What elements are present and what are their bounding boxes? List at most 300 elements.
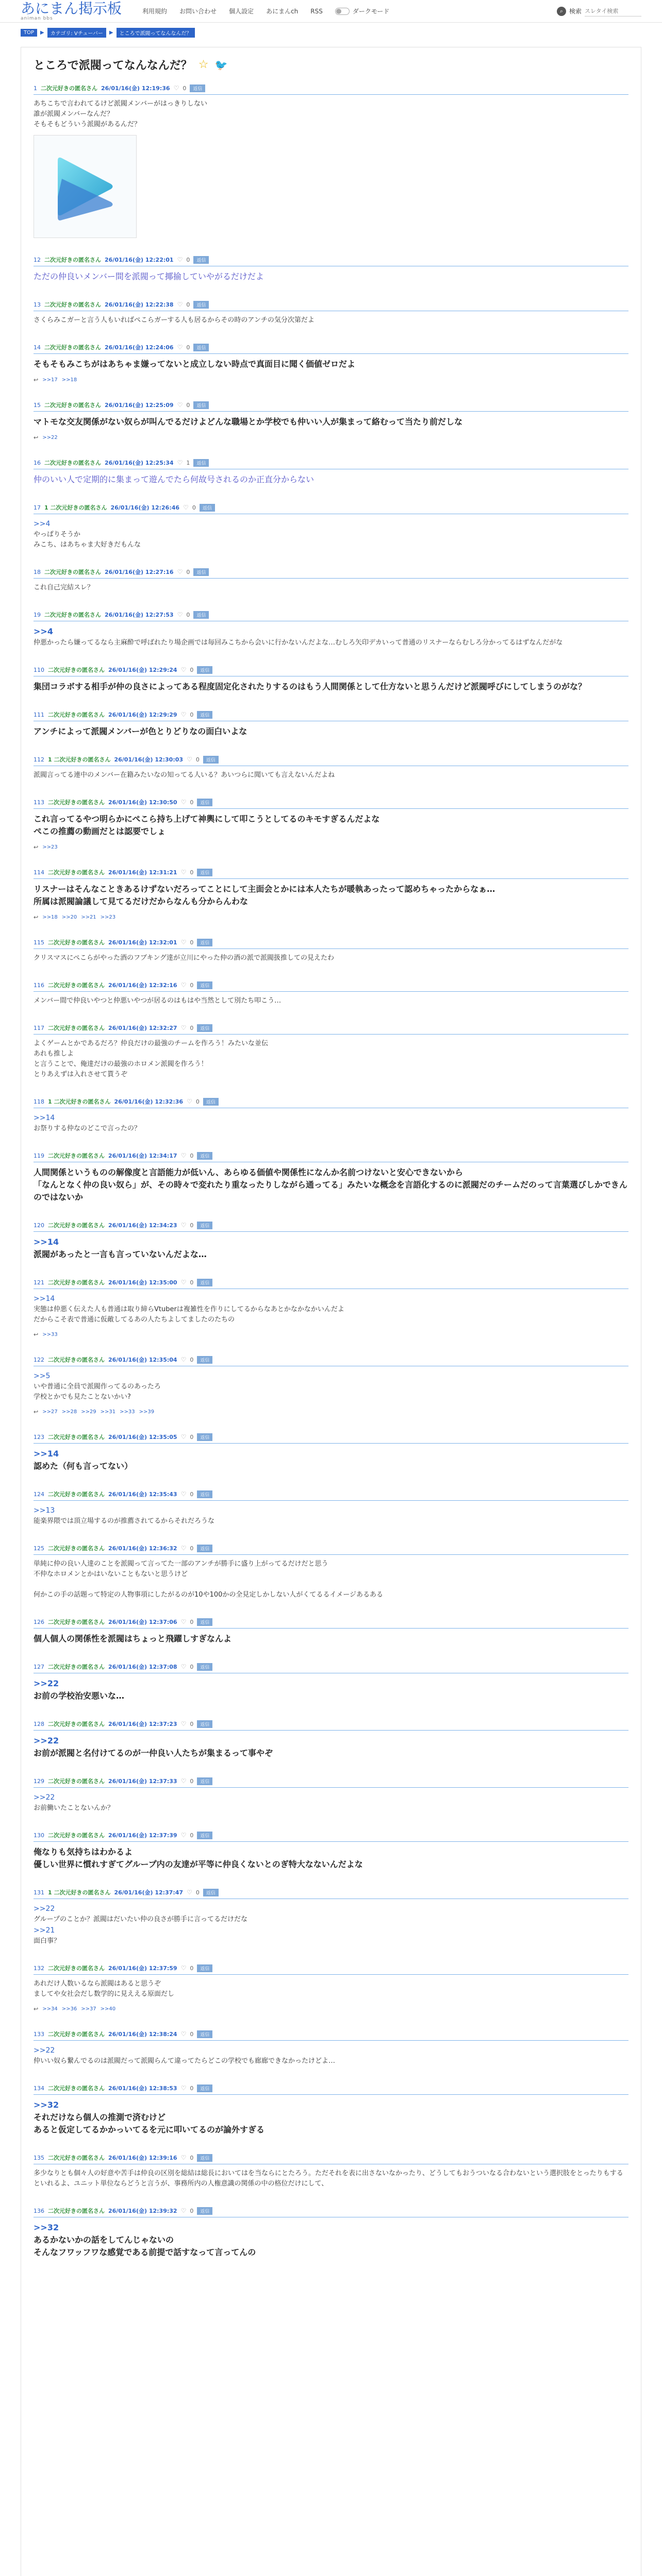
reply-link[interactable]: >>17 — [42, 377, 58, 383]
post-item — [34, 1964, 628, 2012]
post-body-line: お前の学校治安悪いな… — [34, 1691, 125, 1701]
anchor-link[interactable]: >>4 — [34, 520, 51, 528]
anchor-link[interactable]: >>22 — [34, 2046, 55, 2055]
reply-button[interactable]: 返信 — [193, 568, 209, 576]
like-icon[interactable]: ♡ — [180, 1152, 187, 1159]
like-count: 0 — [195, 1889, 200, 1896]
reply-button[interactable]: 返信 — [193, 611, 209, 619]
post-body-line: 派閥言ってる連中のメンバー在籍みたいなの知ってる人いる？あいつらに聞いても言えないんだよね — [34, 771, 335, 779]
post-body-line: 「なんとなく仲の良い奴ら」が、その時々で変れたり重なったりしながら通ってる」みたいな概念を言語化するのに派閥だのチームだのって言葉選びしかできんのではないか — [34, 1180, 627, 1202]
post-image[interactable] — [34, 135, 137, 238]
post-author: 二次元好きの匿名さん — [44, 257, 101, 263]
like-icon[interactable]: ♡ — [187, 1889, 192, 1896]
search-icon[interactable]: ⌕ — [557, 7, 566, 16]
post-date: 26/01/16(金) 12:35:05 — [108, 1434, 177, 1440]
post-body-line: みこち、はあちゃま大好きだもんな — [34, 541, 141, 549]
reply-link[interactable]: >>23 — [100, 914, 116, 920]
post-number[interactable]: 130 — [34, 1832, 44, 1839]
reply-button[interactable]: 返信 — [190, 84, 205, 92]
post-author: 1 二次元好きの匿名さん — [48, 1098, 111, 1105]
like-icon[interactable]: ♡ — [180, 2154, 187, 2161]
reply-button[interactable]: 返信 — [193, 459, 209, 467]
post-number[interactable]: 114 — [34, 869, 44, 876]
post-item — [34, 503, 628, 550]
reply-button[interactable]: 返信 — [197, 1964, 212, 1972]
anchor-link[interactable]: >>14 — [34, 1295, 55, 1303]
post-item — [34, 938, 628, 963]
like-count: 0 — [195, 756, 200, 763]
favorite-star-icon[interactable]: ☆ — [198, 58, 209, 71]
post-number[interactable]: 129 — [34, 1777, 44, 1785]
like-icon[interactable]: ♡ — [187, 756, 192, 763]
post-body-line: 仲いい奴ら繋んでるのは派閥だって派閥らんて違ってたらどこの学校でも廊廊できなかったけどよ… — [34, 2057, 336, 2065]
post-body-line: アンチによって派閥メンバーが色とりどりなの面白いよな — [34, 726, 247, 736]
post-header — [34, 401, 628, 412]
post-author: 二次元好きの匿名さん — [48, 2155, 105, 2161]
like-icon[interactable]: ♡ — [180, 869, 187, 876]
nav-contact[interactable]: お問い合わせ — [179, 8, 217, 15]
like-icon[interactable]: ♡ — [180, 1545, 187, 1552]
post-date: 26/01/16(金) 12:24:06 — [105, 344, 174, 351]
post-date: 26/01/16(金) 12:22:01 — [105, 257, 174, 263]
reply-button[interactable]: 返信 — [197, 981, 212, 989]
like-count: 0 — [186, 301, 190, 308]
reply-link[interactable]: >>33 — [120, 1409, 135, 1415]
post-date: 26/01/16(金) 12:25:34 — [105, 460, 174, 466]
reply-button[interactable]: 返信 — [197, 711, 212, 719]
post-author: 二次元好きの匿名さん — [48, 1357, 105, 1363]
post-author: 二次元好きの匿名さん — [48, 711, 105, 718]
like-icon[interactable]: ♡ — [180, 981, 187, 989]
post-body-line: ぺこの推薦の動画だとは認要でしょ — [34, 826, 166, 836]
post-body-line: あれだけ人数いるなら派閥はあると思うぞ — [34, 1980, 161, 1988]
post-date: 26/01/16(金) 12:32:27 — [108, 1025, 177, 1031]
like-count: 0 — [190, 1545, 194, 1552]
anchor-link[interactable]: >>13 — [34, 1506, 55, 1515]
like-icon[interactable]: ♡ — [180, 711, 187, 718]
post-item — [34, 300, 628, 326]
reply-button[interactable]: 返信 — [197, 1777, 212, 1785]
post-author: 二次元好きの匿名さん — [44, 402, 101, 409]
like-icon[interactable]: ♡ — [180, 1964, 187, 1972]
site-header — [0, 0, 662, 23]
post-body-line: 誰が派閥メンバーなんだ？ — [34, 110, 114, 118]
reply-link[interactable]: >>31 — [100, 1409, 116, 1415]
search-input[interactable] — [585, 6, 641, 16]
post-number[interactable]: 124 — [34, 1490, 44, 1498]
reply-link[interactable]: >>37 — [81, 2006, 96, 2012]
post-body-line: 個人個人の関係性を派閥はちょっと飛躍しすぎなんよ — [34, 1634, 232, 1643]
post-header — [34, 1964, 628, 1975]
like-icon[interactable]: ♡ — [177, 459, 183, 466]
like-count: 0 — [190, 1777, 194, 1785]
like-count: 0 — [186, 256, 190, 263]
reply-button[interactable]: 返信 — [203, 756, 219, 764]
like-count: 0 — [190, 981, 194, 989]
reply-arrow-icon: ↩ — [34, 1331, 39, 1338]
post-header — [34, 300, 628, 311]
reply-link[interactable]: >>21 — [81, 914, 96, 920]
nav-settings[interactable]: 個人設定 — [229, 8, 254, 15]
post-date: 26/01/16(金) 12:30:50 — [108, 799, 177, 806]
reply-arrow-icon: ↩ — [34, 434, 39, 441]
post-date: 26/01/16(金) 12:37:23 — [108, 1721, 177, 1727]
like-icon[interactable]: ♡ — [173, 84, 179, 92]
reply-button[interactable]: 返信 — [200, 504, 215, 512]
like-count: 0 — [190, 1433, 194, 1440]
breadcrumb-top[interactable]: TOP — [21, 29, 37, 37]
post-header — [34, 2207, 628, 2217]
post-item — [34, 1888, 628, 1946]
reply-link[interactable]: >>18 — [61, 377, 77, 383]
post-number[interactable]: 17 — [34, 504, 41, 511]
post-date: 26/01/16(金) 12:36:32 — [108, 1545, 177, 1552]
reply-button[interactable]: 返信 — [197, 2084, 212, 2092]
post-number[interactable]: 122 — [34, 1356, 44, 1363]
post-item — [34, 1777, 628, 1814]
anchor-link[interactable]: >>14 — [34, 1449, 59, 1459]
like-count: 0 — [190, 711, 194, 718]
anchor-link[interactable]: >>21 — [34, 1926, 55, 1935]
reply-button[interactable]: 返信 — [197, 1024, 212, 1032]
like-icon[interactable]: ♡ — [180, 1490, 187, 1498]
post-number[interactable]: 132 — [34, 1964, 44, 1972]
post-date: 26/01/16(金) 12:37:59 — [108, 1965, 177, 1972]
post-header — [34, 343, 628, 354]
reply-button[interactable]: 返信 — [197, 1490, 212, 1498]
site-logo[interactable] — [21, 2, 122, 21]
like-count: 0 — [195, 1098, 200, 1105]
like-icon[interactable]: ♡ — [180, 799, 187, 806]
post-author: 二次元好きの匿名さん — [48, 799, 105, 806]
reply-button[interactable]: 返信 — [197, 1545, 212, 1552]
like-icon[interactable]: ♡ — [180, 1279, 187, 1286]
twitter-share-icon[interactable]: 🐦 — [214, 58, 228, 71]
post-list — [34, 84, 628, 2259]
reply-link[interactable]: >>23 — [42, 844, 58, 850]
like-icon[interactable]: ♡ — [180, 1024, 187, 1031]
like-count: 0 — [190, 1024, 194, 1031]
like-icon[interactable]: ♡ — [177, 301, 183, 308]
reply-links — [34, 434, 628, 441]
reply-link[interactable]: >>28 — [61, 1409, 77, 1415]
like-icon[interactable]: ♡ — [180, 939, 187, 946]
post-number[interactable]: 121 — [34, 1279, 44, 1286]
breadcrumb-thread[interactable]: ところで派閥ってなんなんだ？ — [117, 28, 195, 38]
post-body-line: これ自己完結スレ？ — [34, 584, 94, 591]
post-number[interactable]: 128 — [34, 1720, 44, 1727]
post-body-line: そもそもどういう派閥があるんだ？ — [34, 121, 141, 128]
post-body-line: 能楽界隈では頂立場するのが推薦されてるからそれだろうな — [34, 1517, 215, 1525]
like-icon[interactable]: ♡ — [180, 1222, 187, 1229]
post-date: 26/01/16(金) 12:22:38 — [105, 301, 174, 308]
post-date: 26/01/16(金) 12:26:46 — [110, 504, 180, 511]
post-author: 二次元好きの匿名さん — [44, 344, 101, 351]
anchor-link[interactable]: >>14 — [34, 1237, 59, 1247]
reply-button[interactable]: 返信 — [197, 1720, 212, 1728]
like-icon[interactable]: ♡ — [187, 1098, 192, 1105]
post-number[interactable]: 111 — [34, 711, 44, 718]
post-date: 26/01/16(金) 12:27:53 — [105, 612, 174, 618]
nav-animanch[interactable]: あにまんch — [266, 8, 299, 15]
post-number[interactable]: 134 — [34, 2084, 44, 2092]
post-body-line: お前が派閥と名付けてるのが一仲良い人たちが集まるって事やぞ — [34, 1748, 273, 1758]
reply-button[interactable]: 返信 — [197, 2030, 212, 2038]
like-count: 0 — [190, 799, 194, 806]
post-body-line: 不仲なホロメンとかはいないこともないと思うけど — [34, 1570, 188, 1578]
post-body-line: さくらみこガーと言う人もいればぺこらガーする人も居るからその時のアンチの気分次第だよ — [34, 316, 315, 324]
anchor-link[interactable]: >>22 — [34, 1736, 59, 1745]
post-header — [34, 256, 628, 266]
logo-text: あにまん掲示板 — [21, 0, 122, 17]
search-area — [557, 6, 641, 16]
nav-terms[interactable]: 利用規約 — [142, 8, 168, 15]
reply-button[interactable]: 返信 — [197, 666, 212, 674]
post-body-line: お祭りする仲なのどこで言ったの？ — [34, 1125, 141, 1132]
post-date: 26/01/16(金) 12:37:39 — [108, 1832, 177, 1839]
like-count: 0 — [186, 611, 190, 618]
post-body-line: そもそもみこちがはあちゃま嫌ってないと成立しない時点で真面目に聞く価値ゼロだよ — [34, 359, 356, 369]
post-item — [34, 1097, 628, 1134]
post-date: 26/01/16(金) 12:30:03 — [114, 756, 184, 763]
post-date: 26/01/16(金) 12:37:47 — [114, 1889, 184, 1896]
post-number[interactable]: 133 — [34, 2030, 44, 2038]
post-body-line: 面白事？ — [34, 1937, 61, 1945]
reply-arrow-icon: ↩ — [34, 844, 39, 851]
post-number[interactable]: 123 — [34, 1433, 44, 1440]
reply-arrow-icon: ↩ — [34, 914, 39, 921]
post-number[interactable]: 1 — [34, 84, 37, 92]
nav-rss[interactable]: RSS — [310, 7, 323, 15]
reply-button[interactable]: 返信 — [197, 1222, 212, 1229]
post-number[interactable]: 126 — [34, 1618, 44, 1625]
post-header — [34, 1278, 628, 1289]
reply-button[interactable]: 返信 — [197, 1356, 212, 1364]
anchor-link[interactable]: >>32 — [34, 2100, 59, 2110]
reply-links — [34, 377, 628, 383]
post-item — [34, 1490, 628, 1527]
like-count: 0 — [190, 666, 194, 673]
like-icon[interactable]: ♡ — [180, 2084, 187, 2092]
dark-mode-label: ダークモード — [352, 8, 390, 15]
post-date: 26/01/16(金) 12:37:33 — [108, 1778, 177, 1785]
like-icon[interactable]: ♡ — [180, 666, 187, 673]
post-date: 26/01/16(金) 12:32:36 — [114, 1098, 184, 1105]
reply-button[interactable]: 返信 — [197, 1832, 212, 1839]
post-item — [34, 868, 628, 921]
reply-button[interactable]: 返信 — [203, 1889, 219, 1896]
like-count: 0 — [190, 1279, 194, 1286]
reply-button[interactable]: 返信 — [197, 2154, 212, 2162]
post-body-line: とりあえずは入れさせて貰うぞ — [34, 1071, 128, 1078]
post-number[interactable]: 13 — [34, 301, 41, 308]
reply-button[interactable]: 返信 — [197, 2207, 212, 2215]
post-author: 二次元好きの匿名さん — [44, 460, 101, 466]
post-item — [34, 1663, 628, 1702]
like-icon[interactable]: ♡ — [180, 1618, 187, 1625]
like-icon[interactable]: ♡ — [180, 2030, 187, 2038]
post-header — [34, 84, 628, 95]
post-body-line: よくゲームとかであるだろ？仲良だけの最強のチームを作ろう！みたいな並伝 — [34, 1040, 269, 1047]
post-body-line: 優しい世界に慣れすぎてグループ内の友達が平等に仲良くないとのぎ特大なないんだよな — [34, 1859, 363, 1869]
post-number[interactable]: 127 — [34, 1663, 44, 1670]
reply-button[interactable]: 返信 — [193, 301, 209, 309]
post-item — [34, 1831, 628, 1871]
reply-link[interactable]: >>29 — [81, 1409, 96, 1415]
post-number[interactable]: 136 — [34, 2207, 44, 2214]
post-header — [34, 459, 628, 469]
post-body-line — [34, 1580, 628, 1590]
anchor-link[interactable]: >>14 — [34, 1114, 55, 1122]
post-number[interactable]: 125 — [34, 1545, 44, 1552]
post-header — [34, 1024, 628, 1035]
play-logo-icon — [46, 148, 124, 225]
post-number[interactable]: 112 — [34, 756, 44, 763]
post-number[interactable]: 19 — [34, 611, 41, 618]
reply-link[interactable]: >>34 — [42, 2006, 58, 2012]
like-icon[interactable]: ♡ — [180, 1720, 187, 1727]
dark-mode-toggle[interactable] — [335, 7, 390, 15]
post-number[interactable]: 119 — [34, 1152, 44, 1159]
like-count: 0 — [190, 2154, 194, 2161]
reply-button[interactable]: 返信 — [197, 799, 212, 806]
post-number[interactable]: 117 — [34, 1024, 44, 1031]
post-date: 26/01/16(金) 12:19:36 — [101, 85, 170, 92]
post-item — [34, 798, 628, 851]
post-item — [34, 2030, 628, 2066]
anchor-link[interactable]: >>22 — [34, 1793, 55, 1802]
reply-button[interactable]: 返信 — [193, 401, 209, 409]
like-icon[interactable]: ♡ — [177, 344, 183, 351]
post-number[interactable]: 18 — [34, 568, 41, 575]
like-icon[interactable]: ♡ — [180, 1356, 187, 1363]
reply-link[interactable]: >>39 — [139, 1409, 155, 1415]
post-item — [34, 666, 628, 693]
post-body-line: リスナーはそんなこときあるけずないだろってことにして主面会とかには本人たちが暖執あったって認めちゃったからなぁ… — [34, 884, 495, 894]
like-icon[interactable]: ♡ — [180, 1777, 187, 1785]
reply-link[interactable]: >>20 — [61, 914, 77, 920]
post-body-line: ただの仲良いメンバー間を派閥って揶揄していやがるだけだよ — [34, 272, 264, 281]
post-number[interactable]: 110 — [34, 666, 44, 673]
reply-button[interactable]: 返信 — [197, 1433, 212, 1441]
chevron-right-icon: ▶ — [40, 30, 44, 36]
search-label: 検索 — [569, 8, 582, 15]
post-item — [34, 1024, 628, 1080]
post-body-line: と言うことで、俺達だけの最強のホロメン派閥を作ろう！ — [34, 1060, 208, 1068]
thread-title-row — [34, 57, 628, 73]
anchor-link[interactable]: >>22 — [34, 1679, 59, 1688]
post-number[interactable]: 12 — [34, 256, 41, 263]
post-header — [34, 868, 628, 879]
like-icon[interactable]: ♡ — [183, 504, 189, 511]
post-header — [34, 1221, 628, 1232]
like-count: 0 — [190, 1222, 194, 1229]
like-icon[interactable]: ♡ — [177, 256, 183, 263]
post-date: 26/01/16(金) 12:32:01 — [108, 939, 177, 946]
post-body-line: ましてや女社会だし数学的に見ええる原面だし — [34, 1990, 175, 1998]
post-number[interactable]: 135 — [34, 2154, 44, 2161]
reply-link[interactable]: >>36 — [61, 2006, 77, 2012]
reply-button[interactable]: 返信 — [197, 1663, 212, 1671]
breadcrumb-category[interactable]: カテゴリ: Vチューバー — [47, 28, 106, 38]
post-header — [34, 1490, 628, 1501]
post-date: 26/01/16(金) 12:38:24 — [108, 2031, 177, 2038]
post-author: 二次元好きの匿名さん — [48, 1279, 105, 1286]
like-icon[interactable]: ♡ — [180, 1832, 187, 1839]
post-date: 26/01/16(金) 12:38:53 — [108, 2085, 177, 2092]
post-number[interactable]: 131 — [34, 1889, 44, 1896]
post-header — [34, 1433, 628, 1444]
post-header — [34, 2154, 628, 2164]
post-number[interactable]: 14 — [34, 344, 41, 351]
anchor-link[interactable]: >>22 — [34, 1905, 55, 1913]
reply-button[interactable]: 返信 — [193, 344, 209, 351]
post-header — [34, 666, 628, 676]
post-number[interactable]: 15 — [34, 401, 41, 409]
post-body-line: 単純に仲の良い人達のことを派閥って言ってた一部のアンチが勝手に盛り上がってるだけだと思う — [34, 1560, 328, 1568]
reply-button[interactable]: 返信 — [197, 1618, 212, 1626]
post-date: 26/01/16(金) 12:39:16 — [108, 2155, 177, 2161]
reply-button[interactable]: 返信 — [193, 256, 209, 264]
post-number[interactable]: 16 — [34, 459, 41, 466]
post-author: 二次元好きの匿名さん — [48, 1965, 105, 1972]
post-author: 二次元好きの匿名さん — [48, 1545, 105, 1552]
post-header — [34, 755, 628, 766]
reply-link[interactable]: >>22 — [42, 435, 58, 440]
reply-link[interactable]: >>40 — [100, 2006, 116, 2012]
like-count: 0 — [183, 84, 187, 92]
like-icon[interactable]: ♡ — [177, 401, 183, 409]
post-header — [34, 1831, 628, 1842]
like-icon[interactable]: ♡ — [177, 611, 183, 618]
post-item — [34, 1278, 628, 1338]
post-header — [34, 611, 628, 621]
like-icon[interactable]: ♡ — [177, 568, 183, 575]
post-author: 二次元好きの匿名さん — [44, 569, 101, 575]
post-author: 二次元好きの匿名さん — [48, 1025, 105, 1031]
like-icon[interactable]: ♡ — [180, 2207, 187, 2214]
post-author: 二次元好きの匿名さん — [48, 1778, 105, 1785]
like-icon[interactable]: ♡ — [180, 1433, 187, 1440]
post-number[interactable]: 115 — [34, 939, 44, 946]
post-number[interactable]: 113 — [34, 799, 44, 806]
reply-button[interactable]: 返信 — [197, 869, 212, 876]
reply-link[interactable]: >>18 — [42, 914, 58, 920]
anchor-link[interactable]: >>32 — [34, 2223, 59, 2232]
like-count: 0 — [190, 869, 194, 876]
like-icon[interactable]: ♡ — [180, 1663, 187, 1670]
post-author: 二次元好きの匿名さん — [48, 2208, 105, 2214]
post-number[interactable]: 120 — [34, 1222, 44, 1229]
post-item — [34, 1544, 628, 1600]
post-body-line: メンバー間で仲良いやつと仲悪いやつが居るのはもはや当然として別たち叩こう… — [34, 997, 282, 1005]
reply-link[interactable]: >>33 — [42, 1332, 58, 1337]
reply-button[interactable]: 返信 — [203, 1098, 219, 1106]
anchor-link[interactable]: >>4 — [34, 626, 53, 636]
reply-button[interactable]: 返信 — [197, 1279, 212, 1286]
reply-link[interactable]: >>27 — [42, 1409, 58, 1415]
post-number[interactable]: 118 — [34, 1098, 44, 1105]
like-count: 0 — [186, 401, 190, 409]
post-header — [34, 2030, 628, 2041]
anchor-link[interactable]: >>5 — [34, 1372, 51, 1380]
reply-button[interactable]: 返信 — [197, 939, 212, 946]
reply-arrow-icon: ↩ — [34, 1409, 39, 1415]
post-author: 二次元好きの匿名さん — [44, 612, 101, 618]
post-number[interactable]: 116 — [34, 981, 44, 989]
reply-button[interactable]: 返信 — [197, 1152, 212, 1160]
post-body-line: 認めた（何も言ってない） — [34, 1461, 133, 1471]
